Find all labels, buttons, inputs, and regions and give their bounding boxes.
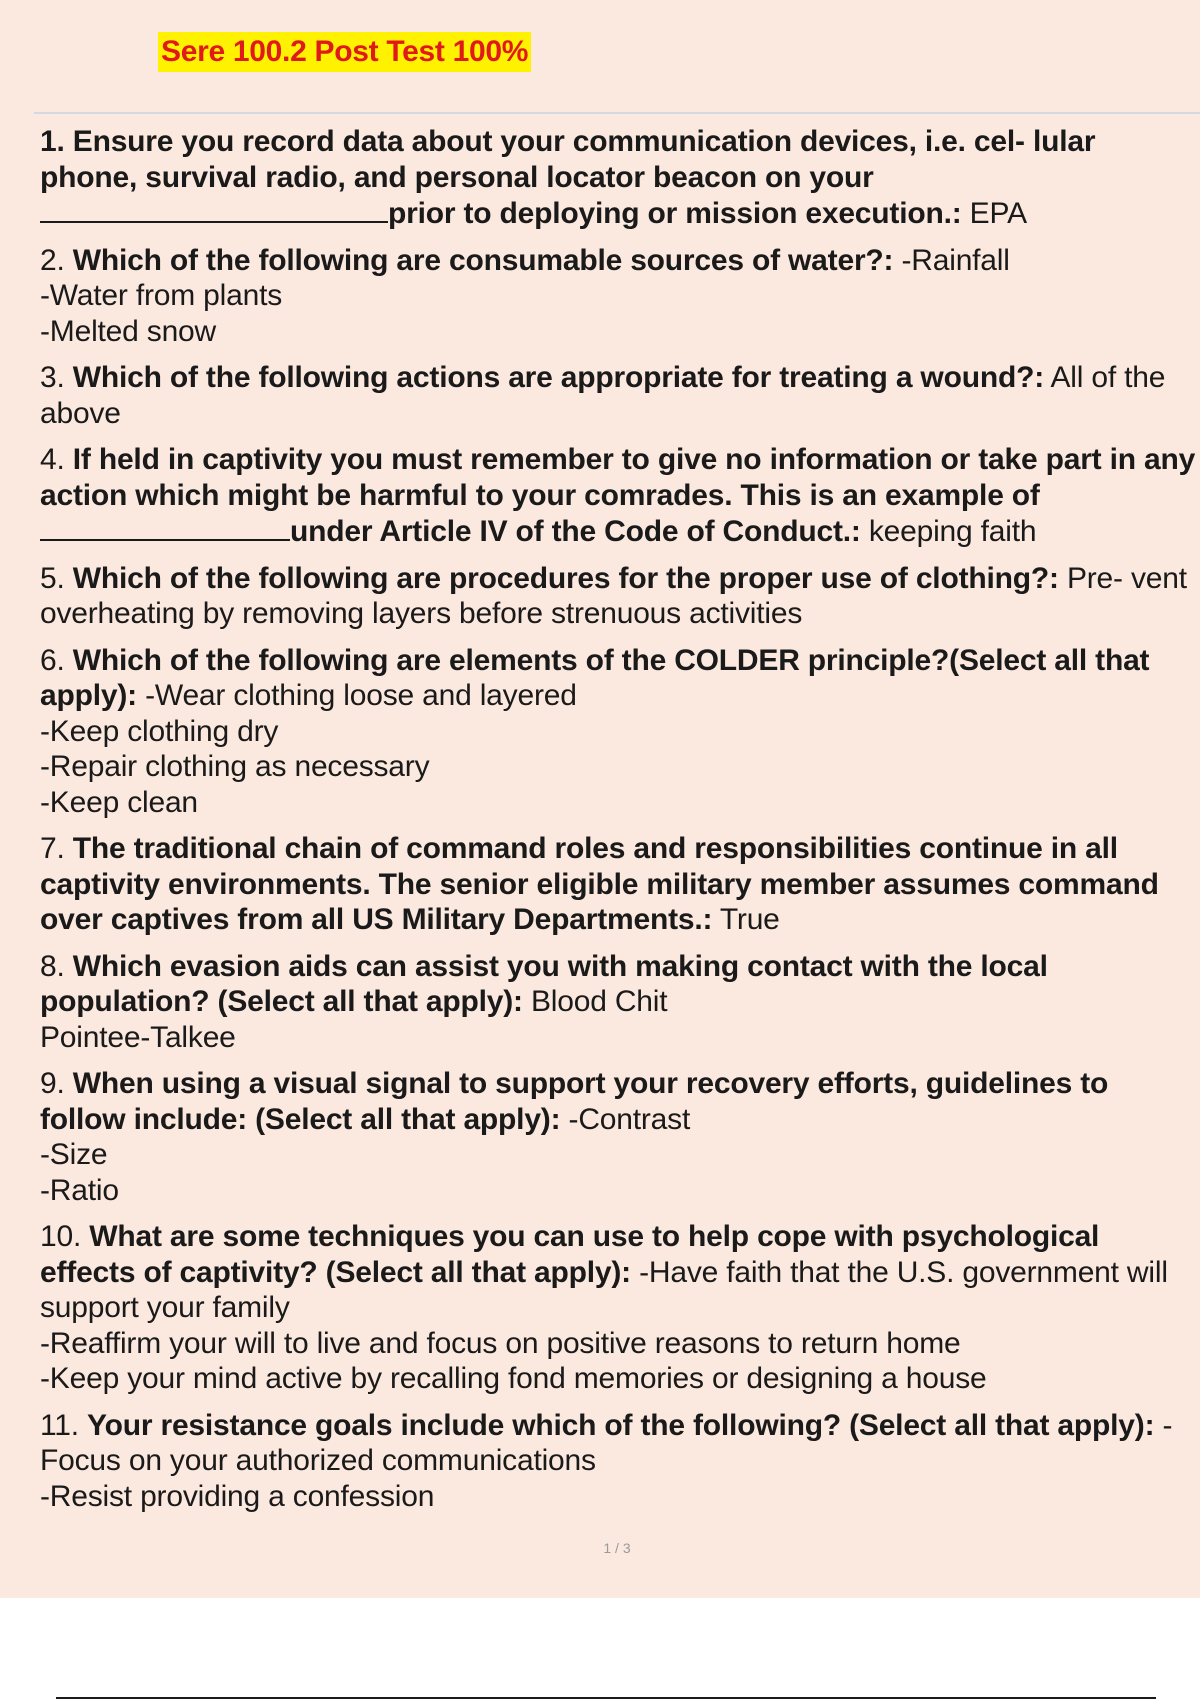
- question-item-5: [40, 561, 1196, 632]
- question-text: The traditional chain of command roles and responsibilities continue in all captivity environments. The senior eligible military member assumes command over captives from all US Military Departments.:: [40, 832, 1159, 936]
- question-text-continued: under Article IV of the Code of Conduct.:: [290, 515, 861, 548]
- question-text: What are some techniques you can use to help cope with psychological effects of captivity? (Select all that apply):: [40, 1220, 1100, 1289]
- answer-text: EPA: [969, 197, 1027, 230]
- answer-line: -Repair clothing as necessary: [40, 750, 430, 783]
- answer-line: -Keep clothing dry: [40, 714, 279, 748]
- question-number: 10.: [40, 1220, 82, 1253]
- fill-in-blank: [40, 513, 290, 541]
- question-text: Which of the following actions are appropriate for treating a wound?:: [72, 361, 1044, 394]
- answer-text: Blood Chit: [530, 985, 668, 1018]
- answer-line: -Resist providing a confession: [40, 1479, 435, 1513]
- question-item-11: [40, 1408, 1196, 1515]
- question-text: Which of the following are procedures for the proper use of clothing?:: [72, 561, 1059, 595]
- title-divider: [34, 112, 1200, 114]
- answer-line: -Size: [40, 1138, 108, 1171]
- question-number: 5.: [40, 561, 65, 595]
- question-number: 1.: [40, 125, 65, 158]
- question-text: Ensure you record data about your communication devices, i.e. cel- lular phone, survival radio, and personal locator beacon on your: [40, 125, 1096, 194]
- answer-text: -Have faith that the U.S. government will support your family: [40, 1255, 1168, 1324]
- question-number: 4.: [40, 443, 65, 476]
- answer-line: -Keep clean: [40, 785, 198, 819]
- question-number: 2.: [40, 243, 65, 277]
- answer-text: -Wear clothing loose and layered: [145, 679, 577, 712]
- answer-text: Pre- vent overheating by removing layers before strenuous activities: [40, 561, 1187, 630]
- page-indicator: 1 / 3: [603, 1540, 631, 1556]
- question-number: 8.: [40, 949, 65, 983]
- question-item-7: [40, 831, 1196, 938]
- question-text-continued: prior to deploying or mission execution.:: [388, 197, 962, 230]
- answer-line: -Reaffirm your will to live and focus on positive reasons to return home: [40, 1326, 961, 1360]
- fill-in-blank: [40, 195, 388, 223]
- document-title: Sere 100.2 Post Test 100%: [158, 32, 531, 72]
- question-number: 3.: [40, 361, 65, 394]
- answer-text: All of the above: [40, 361, 1166, 430]
- question-text: When using a visual signal to support your recovery efforts, guidelines to follow include: (Select all that apply):: [40, 1067, 1109, 1136]
- question-text: Which evasion aids can assist you with making contact with the local population? (Select all that apply):: [40, 949, 1048, 1018]
- answer-text: -Rainfall: [901, 243, 1010, 277]
- question-item-2: [40, 243, 1196, 350]
- question-item-6: [40, 643, 1196, 821]
- answer-line: -Keep your mind active by recalling fond memories or designing a house: [40, 1362, 987, 1395]
- question-number: 11.: [40, 1408, 79, 1442]
- next-page-divider: [56, 1697, 1156, 1699]
- question-number: 6.: [40, 643, 65, 677]
- question-number: 7.: [40, 832, 65, 865]
- question-list: [40, 124, 1196, 1525]
- question-item-10: [40, 1219, 1196, 1397]
- answer-text: True: [719, 903, 780, 936]
- answer-line: -Melted snow: [40, 314, 217, 348]
- answer-line: -Water from plants: [40, 279, 283, 312]
- answer-line: -Ratio: [40, 1173, 119, 1207]
- question-item-1: [40, 124, 1196, 232]
- question-item-8: [40, 949, 1196, 1056]
- question-number: 9.: [40, 1067, 65, 1100]
- answer-text: -Focus on your authorized communications: [40, 1408, 1173, 1477]
- question-text: Which of the following are consumable sources of water?:: [72, 243, 894, 277]
- question-item-9: [40, 1066, 1196, 1208]
- question-item-3: [40, 360, 1196, 431]
- question-text: Your resistance goals include which of the following? (Select all that apply):: [87, 1408, 1155, 1442]
- question-text: Which of the following are elements of the COLDER principle?(Select all that apply):: [40, 643, 1150, 712]
- answer-text: -Contrast: [568, 1102, 691, 1136]
- answer-line: Pointee-Talkee: [40, 1020, 236, 1054]
- answer-text: keeping faith: [868, 515, 1037, 548]
- question-item-4: [40, 442, 1196, 550]
- question-text: If held in captivity you must remember to give no information or take part in any action which might be harmful to your comrades. This is an example of: [40, 443, 1196, 512]
